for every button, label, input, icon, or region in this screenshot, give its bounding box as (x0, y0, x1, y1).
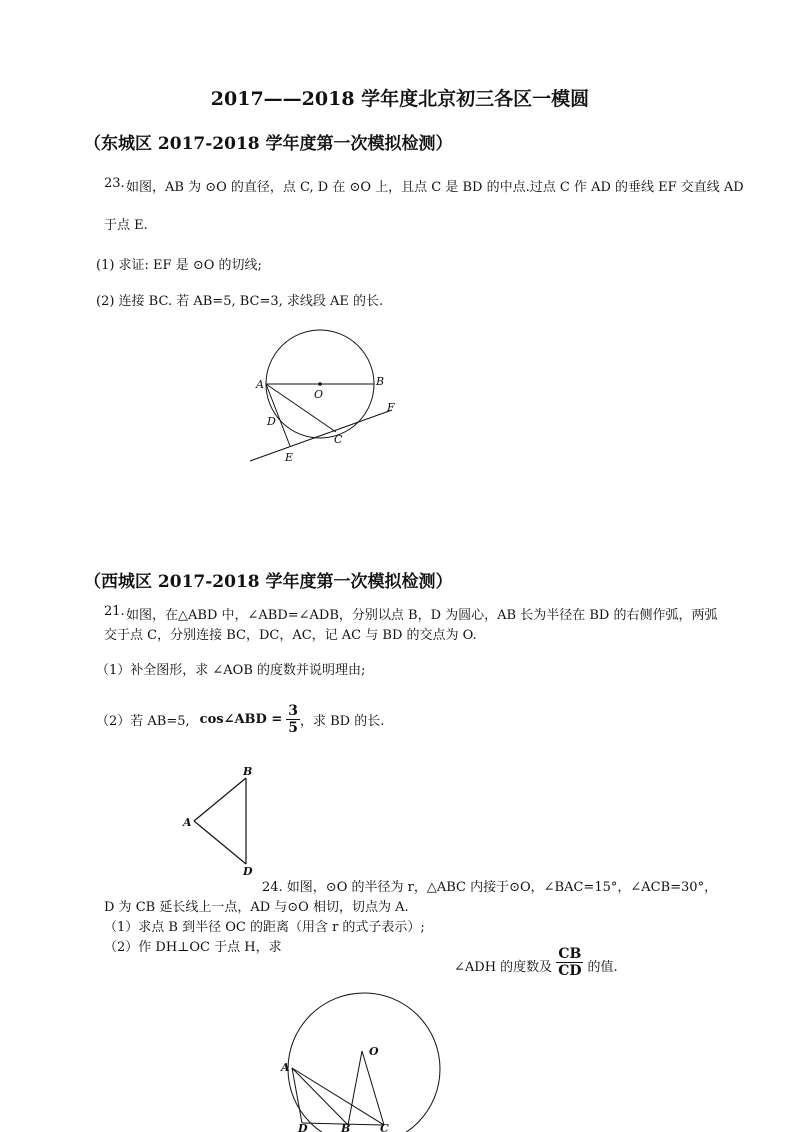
question-part-2-continued (454, 946, 618, 979)
question-part: （1）求点 B 到半径 OC 的距离（用含 r 的式子表示）; (104, 920, 425, 935)
page-title: 2017——2018 学年度北京初三各区一模圆 (210, 88, 590, 110)
cos-expression: cos∠ABD = (199, 712, 283, 727)
question-part: (1) 求证: EF 是 ⊙O 的切线; (96, 258, 262, 273)
label-e: E (285, 451, 294, 464)
fraction-denominator: CD (558, 963, 582, 979)
part2-suffix: 的值. (587, 960, 618, 975)
label-a: A (281, 1061, 290, 1074)
label-b: B (243, 765, 253, 778)
section-header-xicheng: （西城区 2017-2018 学年度第一次模拟检测） (84, 572, 453, 592)
label-o: O (314, 388, 324, 401)
question-text: 如图，在△ABD 中，∠ABD=∠ADB，分别以点 B，D 为圆心，AB 长为半径在 BD 的右侧作弧，两弧 (126, 608, 718, 623)
question-part-2 (96, 703, 384, 736)
center-point (318, 382, 322, 386)
label-d: D (267, 415, 276, 428)
part2-suffix: ，求 BD 的长. (299, 714, 385, 729)
label-o: O (369, 1045, 379, 1058)
fraction-denominator: 5 (288, 720, 298, 736)
fraction-numerator: 3 (288, 703, 298, 719)
label-c: C (334, 433, 343, 446)
label-c: C (380, 1122, 389, 1132)
part2-prefix: ∠ADH 的度数及 (454, 960, 553, 975)
question-text: D 为 CB 延长线上一点，AD 与⊙O 相切，切点为 A. (104, 900, 409, 915)
label-a: A (183, 816, 192, 829)
fraction-cb-cd (556, 946, 583, 979)
label-d: D (243, 865, 253, 878)
fraction-3-5 (286, 703, 300, 736)
section-header-dongcheng: （东城区 2017-2018 学年度第一次模拟检测） (84, 134, 453, 154)
label-d: D (298, 1122, 308, 1132)
question-part: （1）补全图形，求 ∠AOB 的度数并说明理由; (96, 663, 366, 678)
triangle-abd-figure (180, 764, 270, 879)
label-f: F (387, 401, 395, 414)
part2-prefix: （2）若 AB=5, (96, 714, 190, 729)
question-part: （2）作 DH⊥OC 于点 H，求 (104, 940, 282, 955)
label-b: B (376, 375, 385, 388)
question-text: 如图，AB 为 ⊙O 的直径，点 C, D 在 ⊙O 上，且点 C 是 BD 的中点.过点 C 作 AD 的垂线 EF 交直线 AD (126, 180, 744, 195)
question-number: 23. (104, 176, 125, 191)
label-b: B (341, 1122, 351, 1132)
fraction-numerator: CB (556, 946, 583, 963)
question-text: 24. 如图，⊙O 的半径为 r，△ABC 内接于⊙O，∠BAC=15°，∠ACB=30°， (262, 880, 718, 895)
circle-tangent-figure (240, 328, 410, 468)
question-text: 于点 E. (104, 218, 148, 233)
question-part: (2) 连接 BC. 若 AB=5, BC=3, 求线段 AE 的长. (96, 294, 384, 309)
circle-inscribed-triangle-figure (280, 965, 460, 1132)
question-number: 21. (104, 604, 125, 619)
label-a: A (256, 378, 264, 391)
chord-ac (266, 384, 336, 432)
question-text: 交于点 C，分别连接 BC，DC，AC，记 AC 与 BD 的交点为 O. (104, 628, 477, 643)
